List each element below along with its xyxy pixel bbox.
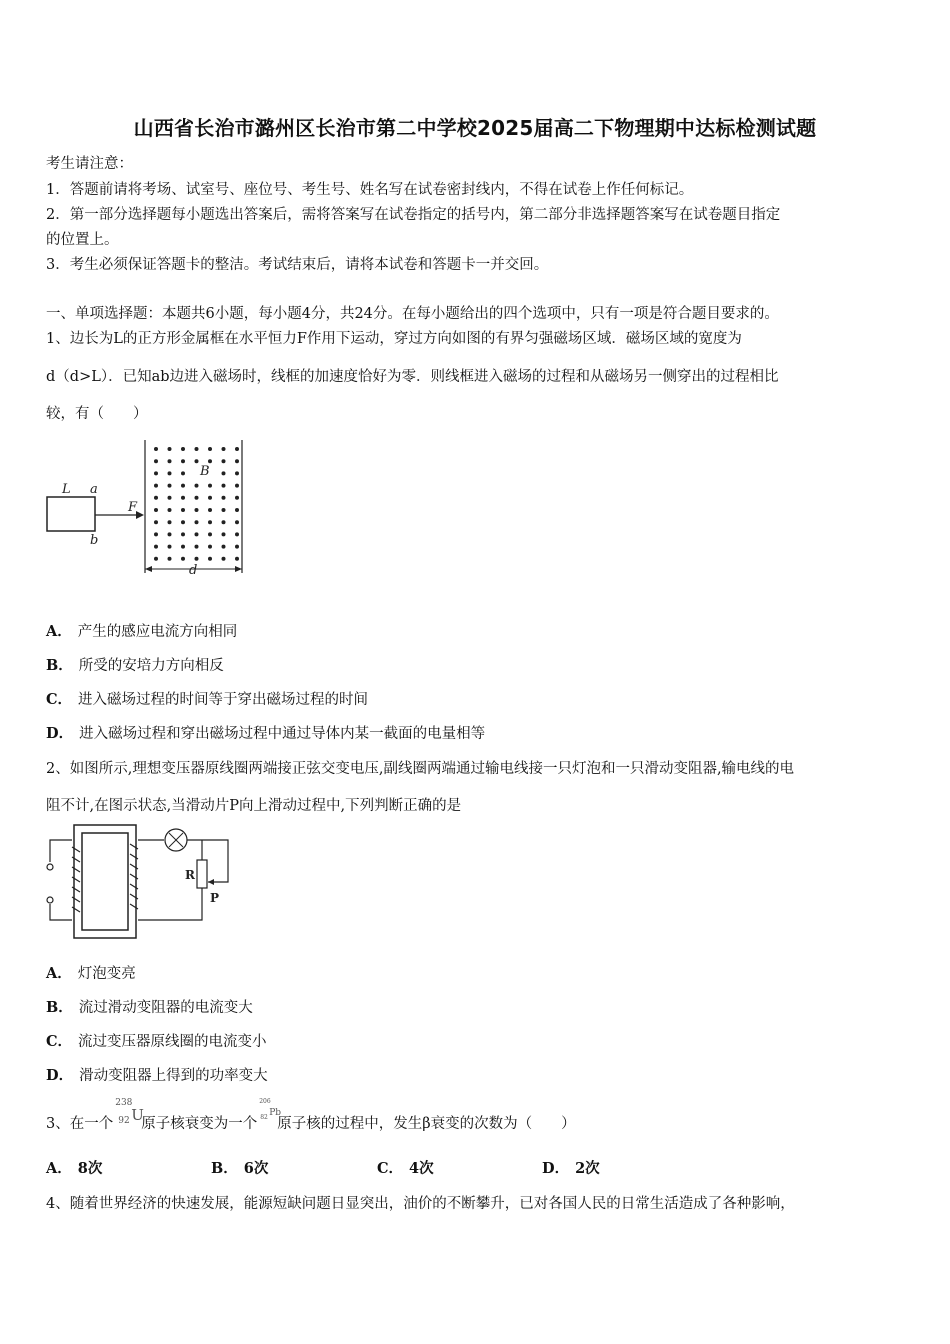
q1-stem-line1: 1、边长为L的正方形金属框在水平恒力F作用下运动，穿过方向如图的有界匀强磁场区域．磁场区域的宽度为 xyxy=(46,331,742,347)
field-dot xyxy=(235,557,239,561)
field-dot xyxy=(154,471,158,475)
label-B: B xyxy=(200,464,210,479)
field-dot xyxy=(168,496,172,500)
notice-item: 3．考生必须保证答题卡的整洁。考试结束后，请将本试卷和答题卡一并交回。 xyxy=(46,257,549,273)
field-dot xyxy=(181,484,185,488)
field-dot xyxy=(154,496,158,500)
field-dot xyxy=(222,496,226,500)
uranium-isotope: 238 92 U xyxy=(115,1098,144,1126)
q2-option-d: D． 滑动变阻器上得到的功率变大 xyxy=(46,1067,268,1084)
label-F: F xyxy=(128,500,138,515)
label-R: R xyxy=(185,868,195,882)
field-dot xyxy=(195,447,199,451)
field-dot xyxy=(235,508,239,512)
input-terminal-top xyxy=(47,864,53,870)
field-dot xyxy=(222,545,226,549)
field-dot xyxy=(154,447,158,451)
field-dot xyxy=(181,545,185,549)
q3-option-c: C． 4次 xyxy=(377,1160,434,1177)
field-dot xyxy=(235,471,239,475)
notice-heading: 考生请注意： xyxy=(46,156,133,172)
field-dot xyxy=(208,484,212,488)
field-dot xyxy=(168,447,172,451)
rheostat xyxy=(197,860,207,888)
field-dot xyxy=(195,520,199,524)
input-terminal-bottom xyxy=(47,897,53,903)
field-dot xyxy=(222,520,226,524)
field-dot xyxy=(195,557,199,561)
notice-item: 1．答题前请将考场、试室号、座位号、考生号、姓名写在试卷密封线内，不得在试卷上作任何标记。 xyxy=(46,182,694,198)
field-dot xyxy=(208,532,212,536)
secondary-wire-bottom xyxy=(138,888,202,920)
field-dot xyxy=(235,484,239,488)
field-dot xyxy=(154,557,158,561)
field-dot xyxy=(154,520,158,524)
field-dot xyxy=(181,459,185,463)
label-P: P xyxy=(210,891,220,905)
field-dot xyxy=(235,459,239,463)
field-dot xyxy=(222,532,226,536)
q2-stem-line2: 阻不计,在图示状态,当滑动片P向上滑动过程中,下列判断正确的是 xyxy=(46,798,462,814)
primary-wire-top xyxy=(50,840,72,862)
field-dot xyxy=(235,496,239,500)
width-arrowhead-left xyxy=(145,566,152,572)
label-a: a xyxy=(90,482,98,497)
field-dot xyxy=(195,459,199,463)
field-dot xyxy=(208,459,212,463)
q1-option-a: A． 产生的感应电流方向相同 xyxy=(46,623,238,640)
label-b: b xyxy=(90,533,99,548)
field-dot xyxy=(195,508,199,512)
field-dot xyxy=(222,484,226,488)
field-dot xyxy=(208,557,212,561)
label-L: L xyxy=(62,482,71,497)
q1-figure-magnetic-field xyxy=(40,435,260,585)
field-dot xyxy=(208,508,212,512)
field-dot xyxy=(235,545,239,549)
field-dot xyxy=(195,532,199,536)
q1-option-c: C． 进入磁场过程的时间等于穿出磁场过程的时间 xyxy=(46,691,369,708)
force-arrowhead xyxy=(136,511,144,519)
field-dot xyxy=(154,484,158,488)
q1-stem-line2: d（d>L）．已知ab边进入磁场时，线框的加速度恰好为零．则线框进入磁场的过程和从磁场另一侧穿出的过程相比 xyxy=(46,369,779,385)
field-dot xyxy=(222,447,226,451)
field-dot xyxy=(168,520,172,524)
primary-wire-bottom xyxy=(50,904,72,920)
field-dot xyxy=(181,496,185,500)
field-dot xyxy=(181,532,185,536)
field-dot xyxy=(168,459,172,463)
q2-stem-line1: 2、如图所示,理想变压器原线圈两端接正弦交变电压,副线圈两端通过输电线接一只灯泡和一只滑动变阻器,输电线的电 xyxy=(46,761,795,777)
q3-option-b: B． 6次 xyxy=(211,1160,269,1177)
q2-option-b: B． 流过滑动变阻器的电流变大 xyxy=(46,999,253,1016)
page-title: 山西省长治市潞州区长治市第二中学校2025届高二下物理期中达标检测试题 xyxy=(133,116,817,140)
wire-frame xyxy=(47,497,95,531)
field-dot xyxy=(168,532,172,536)
field-dot xyxy=(208,545,212,549)
field-dot xyxy=(154,545,158,549)
q3-option-d: D． 2次 xyxy=(542,1160,600,1177)
slider-arrowhead xyxy=(208,879,214,885)
label-d: d xyxy=(189,563,198,578)
q1-stem-line3: 较，有（ ） xyxy=(46,406,148,422)
field-dot xyxy=(168,484,172,488)
q2-option-a: A． 灯泡变亮 xyxy=(46,965,136,982)
field-dot xyxy=(181,447,185,451)
field-dot xyxy=(168,557,172,561)
q2-figure-transformer-circuit xyxy=(40,822,250,947)
field-dot xyxy=(208,520,212,524)
q3-stem: 3、在一个 238 92 U 原子核衰变为一个 206 82 Pb 原子核的过程中，发生β衰变的次数为（ ） xyxy=(46,1098,576,1132)
field-dot xyxy=(181,508,185,512)
field-dot xyxy=(154,459,158,463)
field-dot xyxy=(235,447,239,451)
q4-stem-line1: 4、随着世界经济的快速发展，能源短缺问题日显突出，油价的不断攀升，已对各国人民的日常生活造成了各种影响， xyxy=(46,1196,795,1212)
field-dot xyxy=(195,496,199,500)
field-dot xyxy=(235,520,239,524)
notice-item: 2．第一部分选择题每小题选出答案后，需将答案写在试卷指定的括号内，第二部分非选择题答案写在试卷题目指定 xyxy=(46,207,781,223)
field-dot xyxy=(168,545,172,549)
field-dots xyxy=(154,447,239,561)
field-dot xyxy=(208,447,212,451)
field-dot xyxy=(222,471,226,475)
q3-option-a: A． 8次 xyxy=(46,1160,103,1177)
transformer-core-inner xyxy=(82,833,128,930)
field-dot xyxy=(208,496,212,500)
field-dot xyxy=(168,508,172,512)
section-heading: 一、单项选择题：本题共6小题，每小题4分，共24分。在每小题给出的四个选项中，只有一项是符合题目要求的。 xyxy=(46,306,779,322)
field-dot xyxy=(154,532,158,536)
secondary-coil xyxy=(130,844,138,909)
notice-item: 的位置上。 xyxy=(46,232,119,248)
field-dot xyxy=(195,545,199,549)
field-dot xyxy=(195,484,199,488)
lead-isotope: 206 82 Pb xyxy=(259,1098,282,1121)
q1-option-d: D． 进入磁场过程和穿出磁场过程中通过导体内某一截面的电量相等 xyxy=(46,725,486,742)
transformer-core-outer xyxy=(74,825,136,938)
field-dot xyxy=(181,557,185,561)
field-dot xyxy=(222,557,226,561)
field-dot xyxy=(154,508,158,512)
q1-option-b: B． 所受的安培力方向相反 xyxy=(46,657,224,674)
field-dot xyxy=(222,508,226,512)
field-dot xyxy=(181,471,185,475)
field-dot xyxy=(181,520,185,524)
field-dot xyxy=(222,459,226,463)
field-dot xyxy=(235,532,239,536)
field-dot xyxy=(168,471,172,475)
primary-coil xyxy=(72,847,80,912)
q2-option-c: C． 流过变压器原线圈的电流变小 xyxy=(46,1033,267,1050)
width-arrowhead-right xyxy=(235,566,242,572)
